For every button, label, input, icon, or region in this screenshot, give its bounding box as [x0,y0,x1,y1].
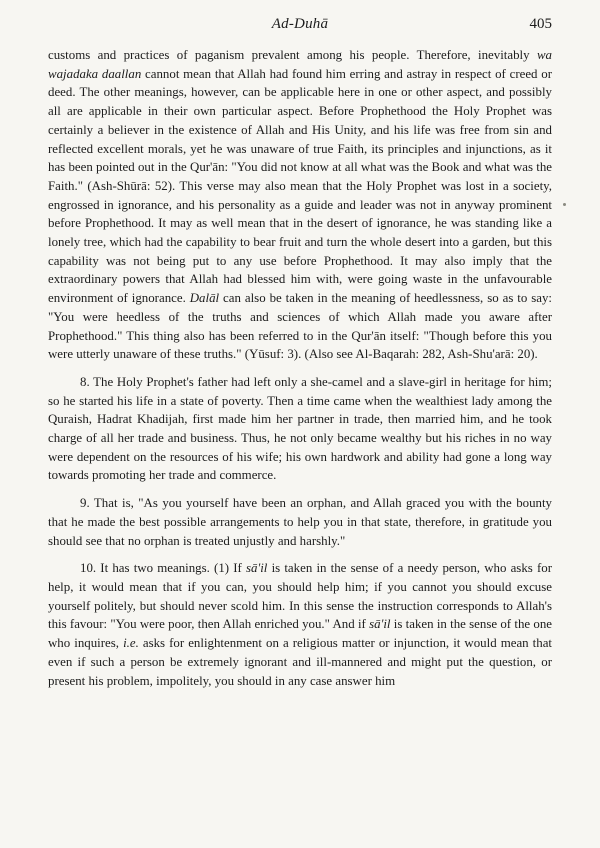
italic-term: wa wajadaka daallan [48,48,552,81]
text-run: can also be taken in the meaning of heedlessness, so as to say: "You were heedless of the truths and sciences of which Allah made you aware after Prophethood." This thing also has been referred to in the Qur'ān itself: "Though before this you were utterly unaware of these truths." (Yūsuf: 3). (Also see Al-Baqarah: 282, Ash-Shu'arā: 20). [48,291,552,362]
text-run: asks for enlightenment on a religious matter or injunction, it would mean that even if such a person be extremely ignorant and ill-mannered and might put the question, or present his problem, impolitely, you should in any case answer him [48,636,552,688]
margin-speck [563,203,566,206]
text-run: 8. The Holy Prophet's father had left only a she-camel and a slave-girl in heritage for him; so he started his life in a state of poverty. Then a time came when the wealthiest lady among the Quraish, Hadrat Khadijah, first made him her partner in trade, then married him, and he took charge of all her trade and business. Thus, he not only became wealthy but his riches in no way were dependent on the resources of his wife; his own hardwork and ability had gone a long way towards promoting her trade and commerce. [48,374,552,483]
italic-term: i.e. [123,636,139,651]
text-run: 9. That is, "As you yourself have been an orphan, and Allah graced you with the bounty that he made the best possible arrangements to help you in that state, therefore, in gratitude you should see that no orphan is treated unjustly and harshly." [48,496,552,548]
note-10 [48,559,552,690]
text-run: 10. It has two meanings. (1) If [80,561,246,576]
note-8 [48,373,552,485]
note-9 [48,494,552,550]
text-run: is taken in the sense of a needy person, who asks for help, it would mean that if you can, you should help him; if you cannot you should excuse yourself politely, but should never scold him. In this sense the instruction corresponds to Allah's this favour: "You were poor, then Allah enriched you." And if [48,561,552,632]
text-run: is taken in the sense of the one who inquires, [48,617,553,651]
text-run: customs and practices of paganism prevalent among his people. Therefore, inevitably [48,48,537,62]
running-title: Ad-Duhā [271,16,329,32]
page-number: 405 [529,16,552,32]
italic-term: Dalāl [189,291,220,306]
italic-term: sā'il [246,561,268,576]
page-body [48,46,552,690]
running-header [0,16,600,36]
paragraph-continued [48,46,552,364]
italic-term: sā'il [369,617,391,632]
text-run: cannot mean that Allah had found him erring and astray in respect of creed or deed. The other meanings, however, can be applicable here in one or other aspect, and possibly all are applicable in their own particular aspect. Before Prophethood the Holy Prophet was certainly a believer in the existence of Allah and His Unity, and his life was free from sin and reflected excellent morals, yet he was unaware of true Faith, its principles and injunctions, as it has been pointed out in the Qur'ān: "You did not know at all what was the Book and what was the Faith." (Ash-Shūrā: 52). This verse may also mean that the Holy Prophet was lost in a society, engrossed in ignorance, and his personality as a guide and leader was not in anyway prominent before Prophethood. It may as well mean that in the desert of ignorance, he was standing like a lonely tree, which had the capability to bear fruit and turn the whole desert into a garden, but this capability was not being put to any use before Prophethood. It may also imply that the extraordinary powers that Allah had blessed him with, were going waste in the unfavourable environment of ignorance. [48,66,552,306]
